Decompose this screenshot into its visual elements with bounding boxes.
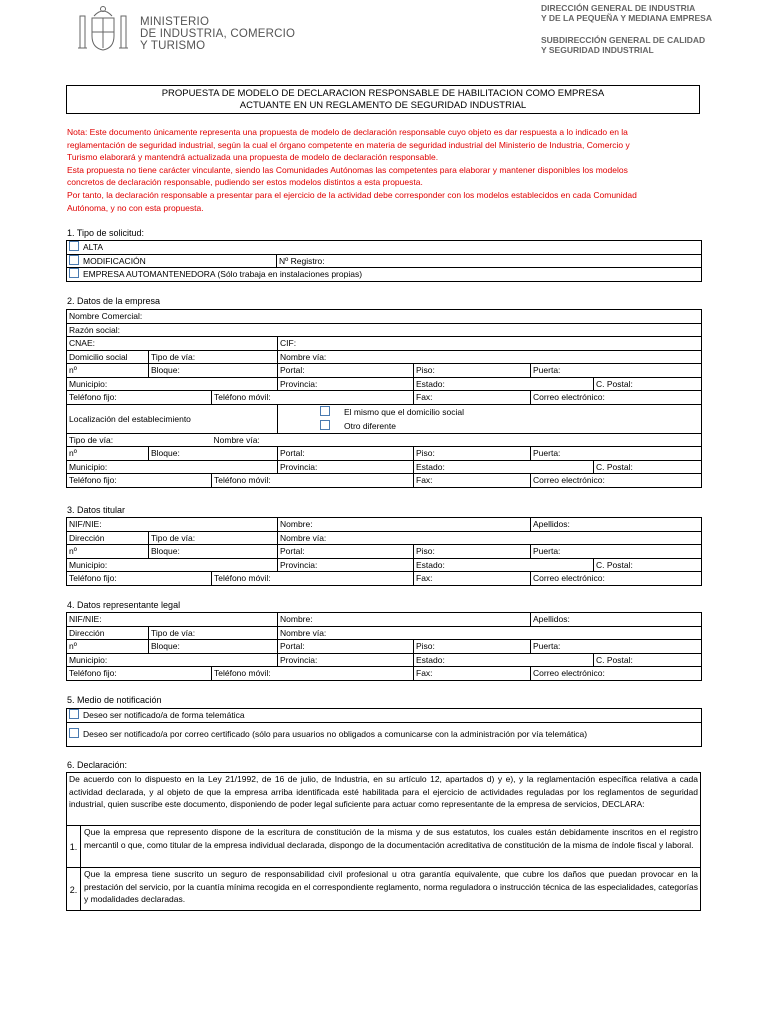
section-2-title: 2. Datos de la empresa [67, 296, 161, 306]
option-label: Otro diferente [344, 420, 396, 431]
option-otro-diferente[interactable] [280, 419, 699, 433]
item-number-text: 2. [69, 884, 78, 895]
holder-data-table [66, 517, 702, 586]
telefono-movil-field[interactable]: Teléfono móvil: [212, 667, 414, 681]
disclaimer-note [67, 126, 707, 214]
option-notificacion-telematica[interactable] [67, 709, 702, 723]
option-modificacion[interactable] [67, 254, 277, 268]
numero-field[interactable]: nº [67, 447, 149, 461]
cif-field[interactable]: CIF: [278, 337, 702, 351]
legal-representative-table [66, 612, 702, 681]
nombre-via-field[interactable]: Nombre vía: [212, 433, 702, 447]
provincia-field[interactable]: Provincia: [278, 460, 414, 474]
estado-field[interactable]: Estado: [414, 653, 594, 667]
tipo-via-field[interactable]: Tipo de vía: [67, 433, 212, 447]
section-6-title: 6. Declaración: [67, 760, 128, 770]
subdirectorate-line-2: Y SEGURIDAD INDUSTRIAL [541, 45, 654, 55]
bloque-field[interactable]: Bloque: [149, 364, 278, 378]
portal-field[interactable]: Portal: [278, 447, 414, 461]
declaration-item-number [67, 868, 81, 911]
correo-field[interactable]: Correo electrónico: [531, 667, 702, 681]
correo-field[interactable]: Correo electrónico: [531, 572, 702, 586]
bloque-field[interactable]: Bloque: [149, 447, 278, 461]
note-line: Por tanto, la declaración responsable a presentar para el ejercicio de la actividad debe corresponder con los modelos establecidos en cada Comunidad [67, 189, 637, 200]
estado-field[interactable]: Estado: [414, 377, 594, 391]
notification-method-table [66, 708, 702, 747]
option-alta[interactable] [67, 241, 702, 255]
ministry-line-1: MINISTERIO [140, 16, 210, 28]
section-3-title: 3. Datos titular [67, 505, 126, 515]
declaration-item-number [67, 826, 81, 868]
codigo-postal-field[interactable]: C. Postal: [594, 558, 702, 572]
subdirectorate-line-1: SUBDIRECCIÓN GENERAL DE CALIDAD [541, 35, 706, 45]
correo-field[interactable]: Correo electrónico: [531, 391, 702, 405]
provincia-field[interactable]: Provincia: [278, 558, 414, 572]
fax-field[interactable]: Fax: [414, 572, 531, 586]
declaration-item-2 [67, 867, 700, 911]
declaration-item-text: Que la empresa tiene suscrito un seguro de responsabilidad civil profesional u otra garantía equivalente, que cubre los daños que puedan provocar en la prestación del servicio, por la cuantía mínima recogida en el correspondiente reglamento, norma reguladora o instrucción técnica de las especialidades, categorías y modalidades declaradas. [84, 869, 698, 904]
codigo-postal-field[interactable]: C. Postal: [594, 377, 702, 391]
direccion-label: Dirección [67, 531, 149, 545]
telefono-fijo-field[interactable]: Teléfono fijo: [67, 572, 212, 586]
estado-field[interactable]: Estado: [414, 460, 594, 474]
checkbox-mismo-domicilio[interactable] [320, 406, 330, 416]
subdirectorate-name [541, 35, 705, 55]
municipio-field[interactable]: Municipio: [67, 558, 278, 572]
request-type-table [66, 240, 702, 282]
apellidos-field[interactable]: Apellidos: [531, 613, 702, 627]
option-label: MODIFICACIÓN [83, 255, 146, 266]
codigo-postal-field[interactable]: C. Postal: [594, 653, 702, 667]
numero-field[interactable]: nº [67, 364, 149, 378]
option-label: El mismo que el domicilio social [344, 406, 464, 417]
note-line: Turismo elaborará y mantendrá actualizada una propuesta de modelo de declaración responsable. [67, 152, 439, 163]
nombre-field[interactable]: Nombre: [278, 518, 531, 532]
declaration-item-text: Que la empresa que represento dispone de la escritura de constitución de la misma y de sus estatutos, los cuales están debidamente inscritos en el registro mercantil o que, como titular de la empresa individual declarada, dispongo de la documentación acreditativa de constitución de la misma de índole fiscal y laboral. [84, 827, 698, 850]
portal-field[interactable]: Portal: [278, 640, 414, 654]
option-label: EMPRESA AUTOMANTENEDORA (Sólo trabaja en instalaciones propias) [83, 269, 363, 280]
bloque-field[interactable]: Bloque: [149, 640, 278, 654]
option-notificacion-correo[interactable] [67, 722, 702, 746]
ministry-name [140, 16, 295, 52]
nombre-via-field[interactable]: Nombre vía: [278, 626, 702, 640]
fax-field[interactable]: Fax: [414, 474, 531, 488]
option-automantenedora[interactable] [67, 268, 702, 282]
note-line: reglamentación de seguridad industrial, según la cual el órgano competente en materia de seguridad industrial del Ministerio de Industria, Comercio y [67, 139, 630, 150]
declaration-intro: De acuerdo con lo dispuesto en la Ley 21/1992, de 16 de julio, de Industria, en su artículo 12, apartados d) y e), y la reglamentación específica relativa a cada actividad declarada, y al objeto de que la empresa arriba identificada esté habilitada para el ejercicio de actividades reguladas por los reglamentos de seguridad industrial, quien suscribe este documento, disponiendo de poder legal suficiente para actuar como representante de la empresa de servicios, DECLARA: [69, 774, 698, 809]
telefono-fijo-field[interactable]: Teléfono fijo: [67, 474, 212, 488]
apellidos-field[interactable]: Apellidos: [531, 518, 702, 532]
directorate-line-2: Y DE LA PEQUEÑA Y MEDIANA EMPRESA [541, 13, 712, 23]
piso-field[interactable]: Piso: [414, 364, 531, 378]
telefono-fijo-field[interactable]: Teléfono fijo: [67, 391, 212, 405]
company-data-table [66, 309, 702, 488]
puerta-field[interactable]: Puerta: [531, 447, 702, 461]
piso-field[interactable]: Piso: [414, 640, 531, 654]
nombre-via-field[interactable]: Nombre vía: [278, 531, 702, 545]
nif-field[interactable]: NIF/NIE: [67, 613, 278, 627]
title-line-2: ACTUANTE EN UN REGLAMENTO DE SEGURIDAD INDUSTRIAL [239, 100, 527, 111]
numero-field[interactable]: nº [67, 545, 149, 559]
note-line: Autónoma, y no con esta propuesta. [67, 202, 204, 213]
tipo-via-field[interactable]: Tipo de vía: [149, 350, 278, 364]
registro-field[interactable]: Nº Registro: [277, 254, 702, 268]
directorate-name [541, 3, 712, 23]
document-title [66, 85, 700, 114]
tipo-via-field[interactable]: Tipo de vía: [149, 531, 278, 545]
localizacion-label: Localización del establecimiento [67, 404, 278, 433]
razon-social-field[interactable]: Razón social: [67, 323, 702, 337]
fax-field[interactable]: Fax: [414, 391, 531, 405]
municipio-field[interactable]: Municipio: [67, 377, 278, 391]
municipio-field[interactable]: Municipio: [67, 653, 278, 667]
cnae-field[interactable]: CNAE: [67, 337, 278, 351]
declaration-box [66, 772, 701, 911]
checkbox-telematica[interactable] [69, 709, 79, 719]
coat-of-arms-logo [74, 4, 132, 54]
tipo-via-field[interactable]: Tipo de vía: [149, 626, 278, 640]
checkbox-modificacion[interactable] [69, 255, 79, 265]
option-label: Deseo ser notificado/a por correo certificado (sólo para usuarios no obligados a comunicarse con la administración por vía telemática) [83, 729, 588, 739]
option-label: Deseo ser notificado/a de forma telemática [83, 710, 245, 721]
checkbox-correo-certificado[interactable] [69, 728, 79, 738]
checkbox-alta[interactable] [69, 241, 79, 251]
section-1-title: 1. Tipo de solicitud: [67, 228, 145, 238]
direccion-label: Dirección [67, 626, 149, 640]
telefono-movil-field[interactable]: Teléfono móvil: [212, 391, 414, 405]
checkbox-otro-diferente[interactable] [320, 420, 330, 430]
telefono-movil-field[interactable]: Teléfono móvil: [212, 572, 414, 586]
piso-field[interactable]: Piso: [414, 447, 531, 461]
fax-field[interactable]: Fax: [414, 667, 531, 681]
codigo-postal-field[interactable]: C. Postal: [594, 460, 702, 474]
ministry-line-3: Y TURISMO [140, 40, 206, 52]
portal-field[interactable]: Portal: [278, 545, 414, 559]
provincia-field[interactable]: Provincia: [278, 377, 414, 391]
note-line: concretos de declaración responsable, pudiendo ser estos modelos distintos a esta propuesta. [67, 177, 423, 188]
nif-field[interactable]: NIF/NIE: [67, 518, 278, 532]
nombre-field[interactable]: Nombre: [278, 613, 531, 627]
section-4-title: 4. Datos representante legal [67, 600, 181, 610]
option-mismo-domicilio[interactable] [280, 405, 699, 419]
option-label: ALTA [83, 242, 103, 253]
puerta-field[interactable]: Puerta: [531, 640, 702, 654]
correo-field[interactable]: Correo electrónico: [531, 474, 702, 488]
nombre-comercial-field[interactable]: Nombre Comercial: [67, 310, 702, 324]
puerta-field[interactable]: Puerta: [531, 364, 702, 378]
directorate-line-1: DIRECCIÓN GENERAL DE INDUSTRIA [541, 3, 696, 13]
puerta-field[interactable]: Puerta: [531, 545, 702, 559]
declaration-item-1 [67, 825, 700, 868]
piso-field[interactable]: Piso: [414, 545, 531, 559]
item-number-text: 1. [69, 842, 78, 852]
note-line: Nota: Este documento únicamente representa una propuesta de modelo de declaración responsable cuyo objeto es dar respuesta a lo indicado en la [67, 127, 628, 137]
estado-field[interactable]: Estado: [414, 558, 594, 572]
telefono-movil-field[interactable]: Teléfono móvil: [212, 474, 414, 488]
numero-field[interactable]: nº [67, 640, 149, 654]
nombre-via-field[interactable]: Nombre vía: [278, 350, 702, 364]
section-5-title: 5. Medio de notificación [67, 695, 162, 705]
note-line: Esta propuesta no tiene carácter vinculante, siendo las Comunidades Autónomas las competentes para elaborar y mantener disponibles los modelos [67, 164, 628, 175]
telefono-fijo-field[interactable]: Teléfono fijo: [67, 667, 212, 681]
title-line-1: PROPUESTA DE MODELO DE DECLARACION RESPONSABLE DE HABILITACION COMO EMPRESA [161, 88, 605, 99]
bloque-field[interactable]: Bloque: [149, 545, 278, 559]
domicilio-social-label: Domicilio social [67, 350, 149, 364]
localizacion-options [278, 404, 702, 433]
portal-field[interactable]: Portal: [278, 364, 414, 378]
ministry-line-2: DE INDUSTRIA, COMERCIO [140, 28, 296, 40]
municipio-field[interactable]: Municipio: [67, 460, 278, 474]
checkbox-automantenedora[interactable] [69, 268, 79, 278]
provincia-field[interactable]: Provincia: [278, 653, 414, 667]
